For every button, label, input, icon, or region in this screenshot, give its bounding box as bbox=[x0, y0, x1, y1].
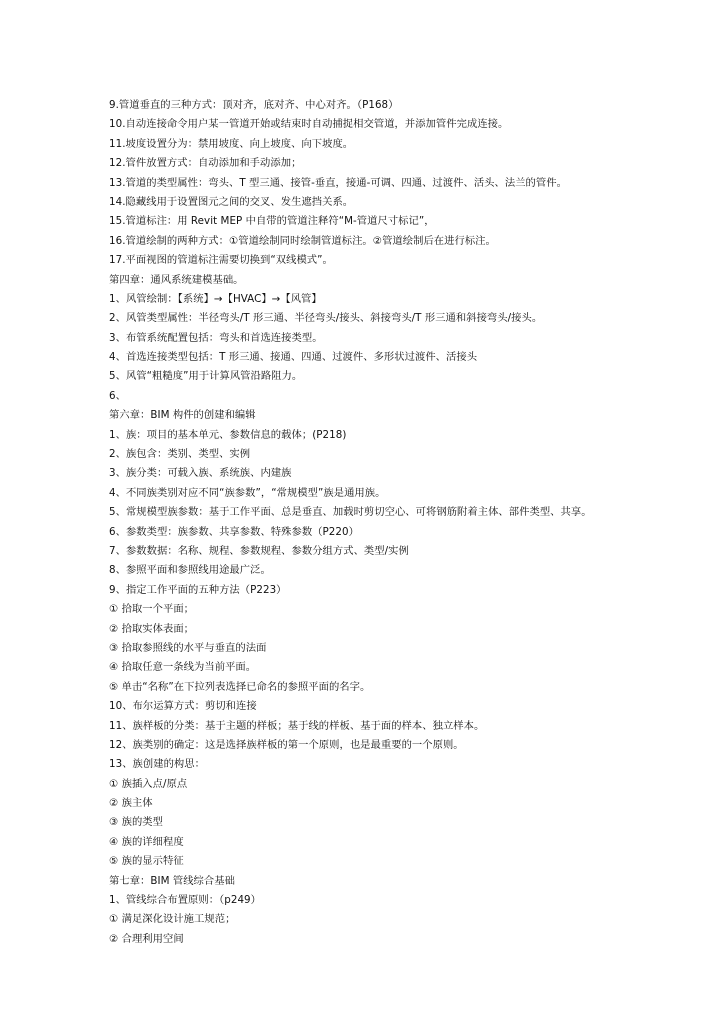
text-line: 11.坡度设置分为：禁用坡度、向上坡度、向下坡度。 bbox=[109, 137, 354, 150]
text-line: 13.管道的类型属性：弯头、T 型三通、接管-垂直，接通-可调、四通、过渡件、活头、法兰的管件。 bbox=[109, 176, 567, 189]
text-line: 7、参数数据：名称、规程、参数规程、参数分组方式、类型/实例 bbox=[109, 544, 409, 557]
text-line: 2、风管类型属性：半径弯头/T 形三通、半径弯头/接头、斜接弯头/T 形三通和斜接弯头/接头。 bbox=[109, 312, 543, 325]
list-item: ② 拾取实体表面； bbox=[109, 622, 195, 635]
text-line: 12.管件放置方式：自动添加和手动添加； bbox=[109, 157, 302, 170]
text-line: 6、参数类型：族参数、共享参数、特殊参数（P220） bbox=[109, 525, 359, 538]
list-item: ① 拾取一个平面； bbox=[109, 603, 195, 616]
list-item: ③ 族的类型 bbox=[109, 816, 163, 829]
text-line: 5、风管“粗糙度”用于计算风管沿路阻力。 bbox=[109, 370, 303, 383]
text-line: 17.平面视图的管道标注需要切换到“双线模式”。 bbox=[109, 254, 333, 267]
list-item: ④ 拾取任意一条线为当前平面。 bbox=[109, 661, 257, 674]
text-line: 10、布尔运算方式：剪切和连接 bbox=[109, 700, 257, 713]
text-line: 5、常规模型族参数：基于工作平面、总是垂直、加载时剪切空心、可将钢筋附着主体、部件类型、共享。 bbox=[109, 506, 592, 519]
text-line: 12、族类别的确定：这是选择族样板的第一个原则，也是最重要的一个原则。 bbox=[109, 738, 464, 751]
text-line: 14.隐藏线用于设置图元之间的交叉、发生遮挡关系。 bbox=[109, 195, 354, 208]
text-line: 11、族样板的分类：基于主题的样板；基于线的样板、基于面的样本、独立样本。 bbox=[109, 719, 485, 732]
text-line: 1、风管绘制：【系统】→【HVAC】→【风管】 bbox=[109, 292, 322, 305]
chapter-heading: 第六章：BIM 构件的创建和编辑 bbox=[109, 409, 256, 422]
chapter-heading: 第四章：通风系统建模基础。 bbox=[109, 273, 244, 286]
list-item: ⑤ 单击“名称”在下拉列表选择已命名的参照平面的名字。 bbox=[109, 680, 371, 693]
text-line: 13、族创建的构思： bbox=[109, 758, 205, 771]
text-line: 9、指定工作平面的五种方法（P223） bbox=[109, 583, 287, 596]
list-item: ① 满足深化设计施工规范； bbox=[109, 913, 236, 926]
list-item: ② 合理利用空间 bbox=[109, 932, 184, 945]
text-line: 3、布管系统配置包括：弯头和首选连接类型。 bbox=[109, 331, 323, 344]
text-line: 16.管道绘制的两种方式：①管道绘制同时绘制管道标注。②管道绘制后在进行标注。 bbox=[109, 234, 496, 247]
text-line: 4、不同族类别对应不同“族参数”，“常规模型”族是通用族。 bbox=[109, 486, 386, 499]
text-line: 3、族分类：可载入族、系统族、内建族 bbox=[109, 467, 292, 480]
list-item: ② 族主体 bbox=[109, 797, 153, 810]
list-item: ① 族插入点/原点 bbox=[109, 777, 188, 790]
text-line: 2、族包含：类别、类型、实例 bbox=[109, 448, 251, 461]
chapter-heading: 第七章：BIM 管线综合基础 bbox=[109, 874, 235, 887]
text-line: 9.管道垂直的三种方式：顶对齐，底对齐、中心对齐。（P168） bbox=[109, 99, 399, 111]
document-body bbox=[109, 96, 709, 949]
text-line: 10.自动连接命令用户某一管道开始或结束时自动捕捉相交管道，并添加管件完成连接。 bbox=[109, 118, 509, 131]
text-line: 4、首选连接类型包括：T 形三通、接通、四通、过渡件、多形状过渡件、活接头 bbox=[109, 351, 478, 364]
text-line: 1、管线综合布置原则：（p249） bbox=[109, 894, 262, 907]
text-line: 6、 bbox=[109, 389, 126, 402]
text-line: 8、参照平面和参照线用途最广泛。 bbox=[109, 564, 271, 577]
text-line: 15.管道标注：用 Revit MEP 中自带的管道注释符“M-管道尺寸标记”， bbox=[109, 215, 435, 228]
text-line: 1、族：项目的基本单元、参数信息的载体；(P218) bbox=[109, 428, 347, 441]
list-item: ⑤ 族的显示特征 bbox=[109, 855, 184, 868]
list-item: ③ 拾取参照线的水平与垂直的法面 bbox=[109, 641, 267, 654]
list-item: ④ 族的详细程度 bbox=[109, 835, 184, 848]
